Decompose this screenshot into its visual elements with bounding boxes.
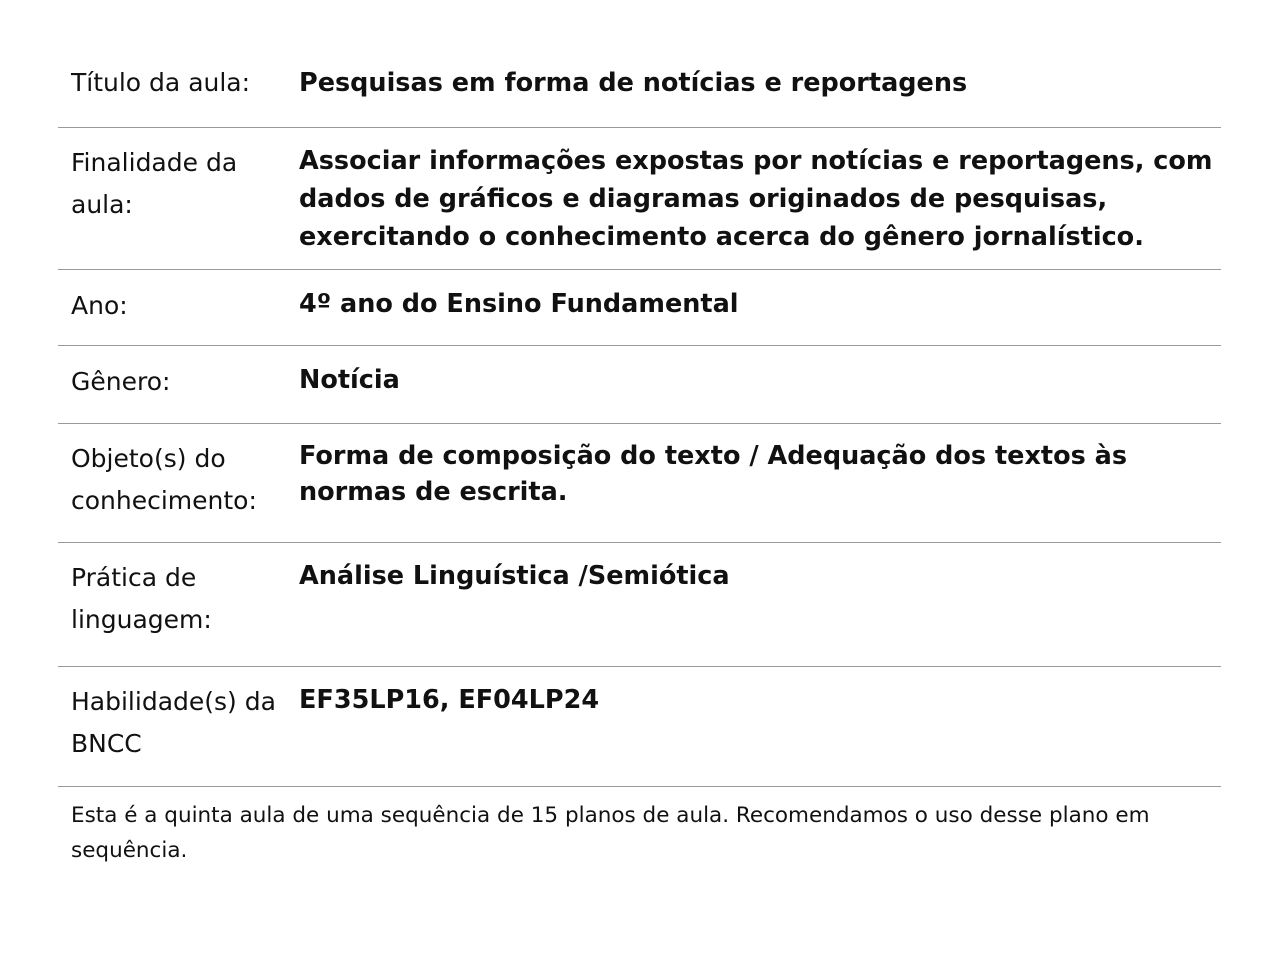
language-practice-value: Análise Linguística /Semiótica [299,561,730,591]
lesson-purpose-value: Associar informações expostas por notícias e reportagens, com dados de gráficos e diagramas originados de pesquisas, exercitando o conhecimento acerca do gênero jornalístico. [299,146,1213,252]
row-genre [58,346,1221,424]
row-lesson-purpose [58,128,1221,270]
sequence-note: Esta é a quinta aula de uma sequência de 15 planos de aula. Recomendamos o uso desse plano em sequência. [71,803,1150,863]
row-bncc-skills [58,667,1221,787]
language-practice-label: Prática de linguagem: [71,563,212,634]
lesson-plan-table [58,56,1221,868]
row-school-year [58,270,1221,346]
genre-label: Gênero: [71,367,171,396]
row-knowledge-objects [58,424,1221,543]
school-year-label: Ano: [71,291,128,320]
knowledge-objects-value: Forma de composição do texto / Adequação dos textos às normas de escrita. [299,441,1128,507]
lesson-title-value: Pesquisas em forma de notícias e reportagens [299,68,968,98]
lesson-title-label: Título da aula: [71,68,251,97]
row-language-practice [58,543,1221,667]
school-year-value: 4º ano do Ensino Fundamental [299,289,739,319]
row-lesson-title [58,56,1221,128]
genre-value: Notícia [299,365,400,395]
knowledge-objects-label: Objeto(s) do conhecimento: [71,444,257,515]
bncc-skills-value: EF35LP16, EF04LP24 [299,685,600,715]
bncc-skills-label: Habilidade(s) da BNCC [71,687,276,758]
lesson-purpose-label: Finalidade da aula: [71,148,238,219]
